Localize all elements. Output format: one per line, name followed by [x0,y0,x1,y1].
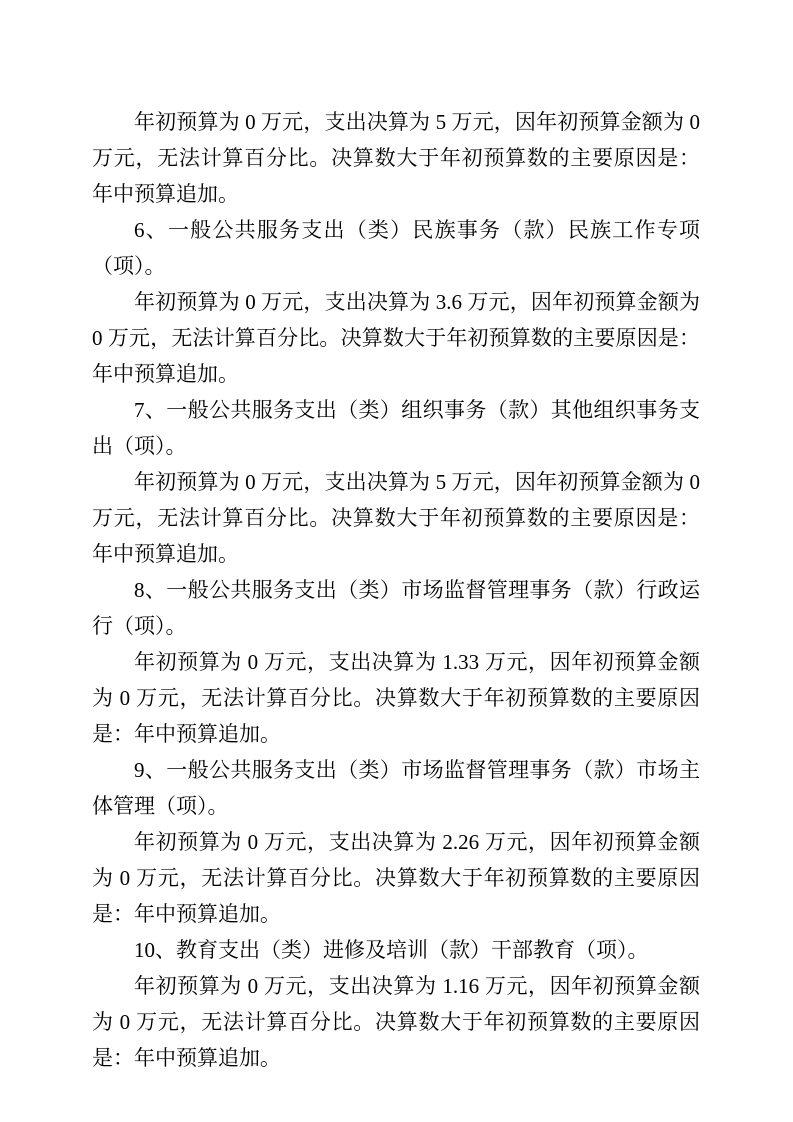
note-item-6: 年初预算为 0 万元，支出决算为 3.6 万元，因年初预算金额为 0 万元，无法计算百分比。决算数大于年初预算数的主要原因是：年中预算追加。 [92,290,700,386]
heading-item-9: 9、一般公共服务支出（类）市场监督管理事务（款）市场主体管理（项）。 [92,758,700,818]
note-item-5-continuation: 年初预算为 0 万元，支出决算为 5 万元，因年初预算金额为 0 万元，无法计算百分比。决算数大于年初预算数的主要原因是：年中预算追加。 [92,110,700,206]
note-item-9: 年初预算为 0 万元，支出决算为 2.26 万元，因年初预算金额为 0 万元，无法计算百分比。决算数大于年初预算数的主要原因是：年中预算追加。 [92,830,700,926]
heading-item-8: 8、一般公共服务支出（类）市场监督管理事务（款）行政运行（项）。 [92,578,700,638]
note-item-8: 年初预算为 0 万元，支出决算为 1.33 万元，因年初预算金额为 0 万元，无法计算百分比。决算数大于年初预算数的主要原因是：年中预算追加。 [92,650,700,746]
heading-item-6: 6、一般公共服务支出（类）民族事务（款）民族工作专项（项）。 [92,218,700,278]
note-item-7: 年初预算为 0 万元，支出决算为 5 万元，因年初预算金额为 0 万元，无法计算百分比。决算数大于年初预算数的主要原因是：年中预算追加。 [92,470,700,566]
note-item-10: 年初预算为 0 万元，支出决算为 1.16 万元，因年初预算金额为 0 万元，无法计算百分比。决算数大于年初预算数的主要原因是：年中预算追加。 [92,974,700,1070]
heading-item-7: 7、一般公共服务支出（类）组织事务（款）其他组织事务支出（项）。 [92,398,700,458]
heading-item-10: 10、教育支出（类）进修及培训（款）干部教育（项）。 [134,938,649,962]
